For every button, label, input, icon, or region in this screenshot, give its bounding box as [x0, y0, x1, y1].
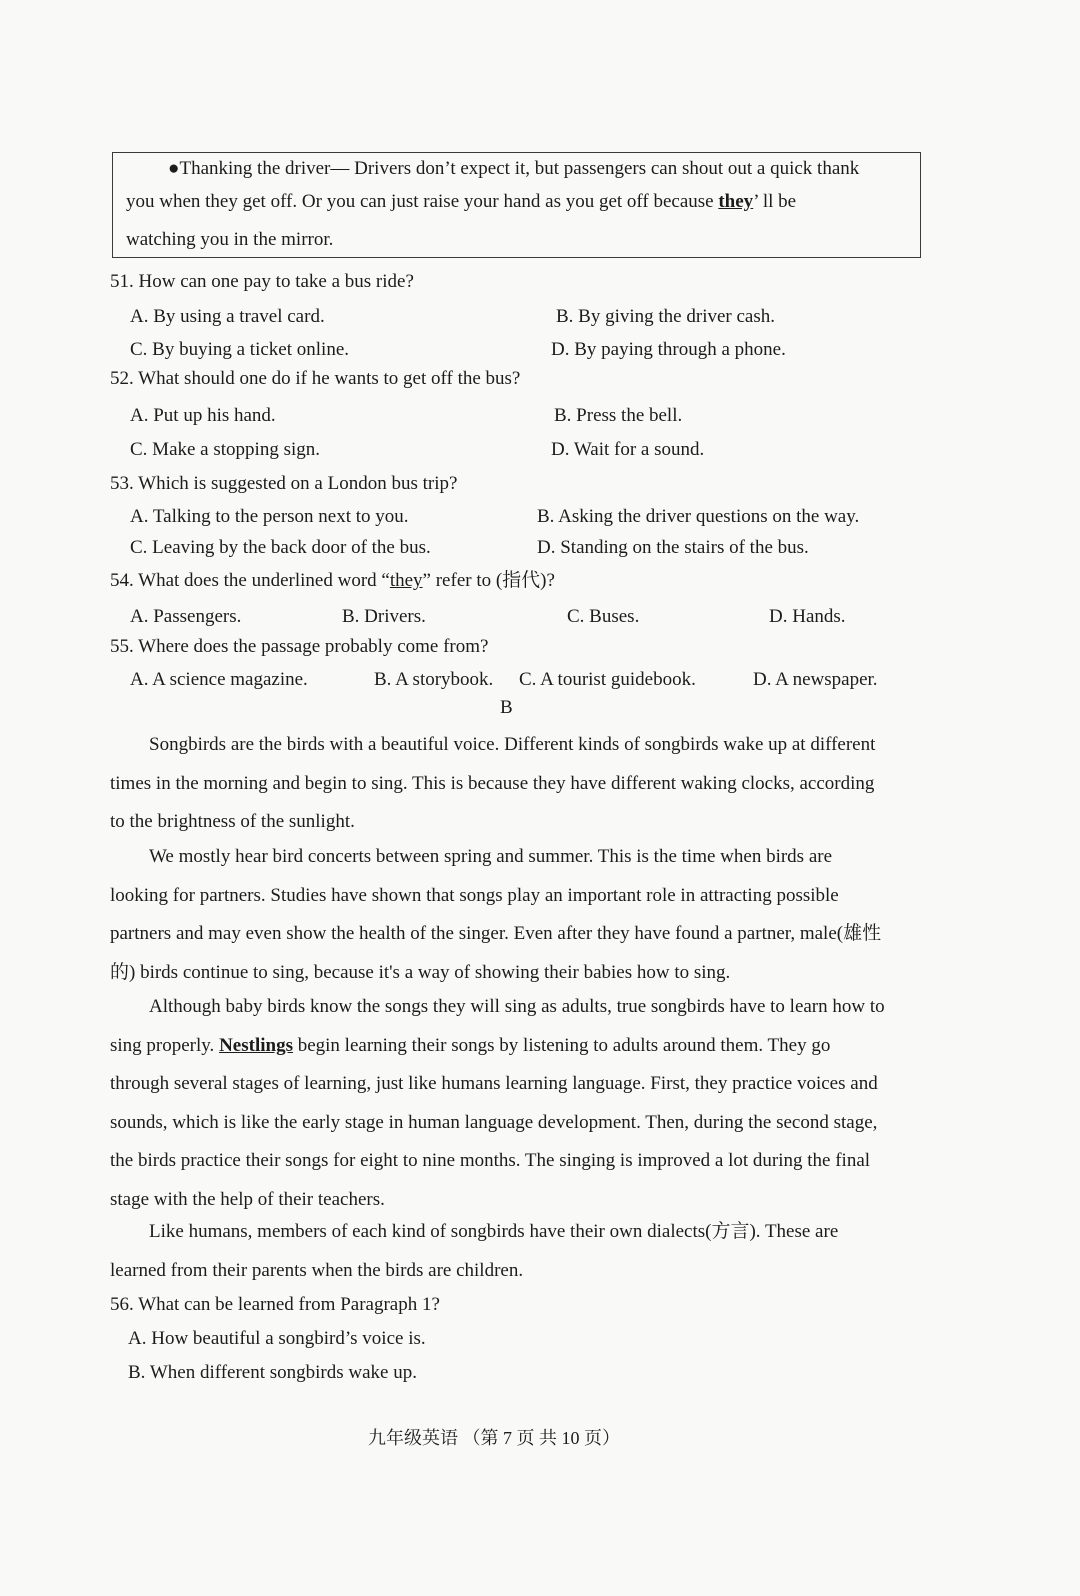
q54-option-a: A. Passengers. — [130, 606, 242, 627]
q52-option-c: C. Make a stopping sign. — [130, 439, 320, 460]
q55-option-c: C. A tourist guidebook. — [519, 669, 696, 690]
q54-option-d: D. Hands. — [769, 606, 846, 627]
underlined-word: they — [718, 191, 754, 212]
box-line-3: watching you in the mirror. — [126, 229, 334, 250]
passage-paragraph-1: Songbirds are the birds with a beautiful voice. Different kinds of songbirds wake up at different times in the morning and begin to sing. This is because they have different waking clocks, according to the brightness of the sunlight. — [110, 734, 876, 832]
passage-paragraph-3: Although baby birds know the songs they will sing as adults, true songbirds have to learn how to sing properly. Nestlings begin learning their songs by listening to adults around them. They go through several stages of learning, just like humans learning language. First, they practice voices and sounds, which is like the early stage in human language development. Then, during the second stage, the birds practice their songs for eight to nine months. The singing is improved a lot during the final stage with the help of their teachers. — [110, 996, 885, 1210]
q55-option-a: A. A science magazine. — [130, 669, 308, 690]
passage-paragraph-2: We mostly hear bird concerts between spring and summer. This is the time when birds are looking for partners. Studies have shown that songs play an important role in attracting possible partners and may even show the health of the singer. Even after they have found a partner, male(雄性的) birds continue to sing, because it's a way of showing their babies how to sing. — [110, 846, 882, 983]
q53-option-d: D. Standing on the stairs of the bus. — [537, 537, 809, 558]
box-line-2: you when they get off. Or you can just raise your hand as you get off because they’ ll be — [126, 191, 797, 212]
section-heading: B — [500, 697, 513, 718]
question-56: 56. What can be learned from Paragraph 1? — [110, 1294, 440, 1315]
q53-option-c: C. Leaving by the back door of the bus. — [130, 537, 431, 558]
box-line-1: ●Thanking the driver— Drivers don’t expect it, but passengers can shout out a quick thank — [168, 158, 860, 179]
q52-option-d: D. Wait for a sound. — [551, 439, 705, 460]
q51-option-b: B. By giving the driver cash. — [556, 306, 775, 327]
q52-option-b: B. Press the bell. — [554, 405, 683, 426]
question-55: 55. Where does the passage probably come from? — [110, 636, 489, 657]
q51-option-c: C. By buying a ticket online. — [130, 339, 350, 360]
bullet-icon: ● — [168, 158, 180, 179]
q53-option-b: B. Asking the driver questions on the way. — [537, 506, 860, 527]
question-54: 54. What does the underlined word “they” refer to (指代)? — [110, 570, 555, 591]
passage-paragraph-4: Like humans, members of each kind of songbirds have their own dialects(方言). These are learned from their parents when the birds are children. — [110, 1221, 839, 1281]
q52-option-a: A. Put up his hand. — [130, 405, 276, 426]
q53-option-a: A. Talking to the person next to you. — [130, 506, 409, 527]
underlined-word: they — [389, 570, 423, 591]
question-51: 51. How can one pay to take a bus ride? — [110, 271, 414, 292]
q54-option-c: C. Buses. — [567, 606, 640, 627]
question-52: 52. What should one do if he wants to get off the bus? — [110, 368, 521, 389]
q51-option-d: D. By paying through a phone. — [551, 339, 786, 360]
question-53: 53. Which is suggested on a London bus trip? — [110, 473, 458, 494]
q55-option-d: D. A newspaper. — [753, 669, 878, 690]
q55-option-b: B. A storybook. — [374, 669, 494, 690]
q51-option-a: A. By using a travel card. — [130, 306, 325, 327]
underlined-word: Nestlings — [219, 1034, 293, 1056]
q56-option-b: B. When different songbirds wake up. — [128, 1362, 417, 1383]
q54-option-b: B. Drivers. — [342, 606, 426, 627]
page-footer: 九年级英语 （第 7 页 共 10 页） — [368, 1428, 620, 1448]
q56-option-a: A. How beautiful a songbird’s voice is. — [128, 1328, 426, 1349]
